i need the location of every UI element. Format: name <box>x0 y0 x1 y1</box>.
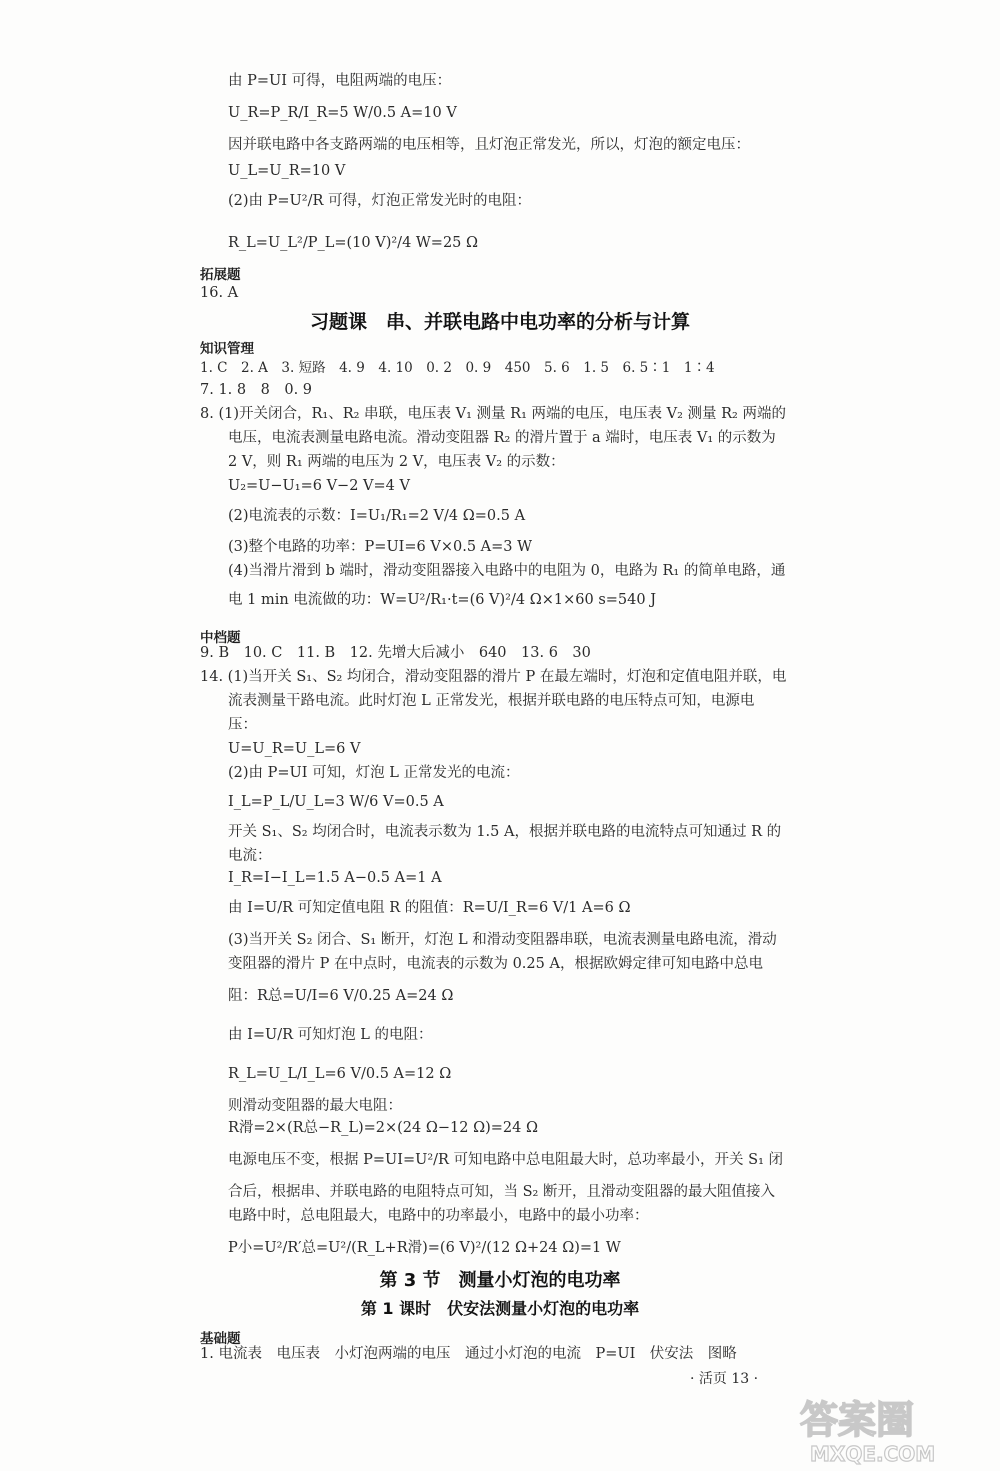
page-number: · 活页 13 · <box>690 1371 759 1387</box>
text-line: (4)当滑片滑到 b 端时，滑动变阻器接入电路中的电阻为 0，电路为 R₁ 的简单电路，通 <box>228 563 786 579</box>
formula-line: U=U_R=U_L=6 V <box>228 741 361 757</box>
period-title: 第 1 课时 伏安法测量小灯泡的电功率 <box>360 1299 640 1318</box>
text-line: 电流： <box>228 848 272 864</box>
text-line: 电路中时，总电阻最大，电路中的功率最小，电路中的最小功率： <box>228 1208 649 1224</box>
text-line: 2 V，则 R₁ 两端的电压为 2 V，电压表 V₂ 的示数： <box>228 454 565 470</box>
section-title: 第 3 节 测量小灯泡的电功率 <box>379 1270 621 1291</box>
text-line: 合后，根据串、并联电路的电阻特点可知，当 S₂ 断开，且滑动变阻器的最大阻值接入 <box>228 1184 775 1200</box>
text-line: (2)由 P=UI 可知，灯泡 L 正常发光的电流： <box>228 765 520 781</box>
watermark-logo <box>790 1385 990 1465</box>
watermark-url: MXQE.COM <box>810 1442 936 1465</box>
text-line: 开关 S₁、S₂ 均闭合时，电流表示数为 1.5 A，根据并联电路的电流特点可知通过 R 的 <box>228 824 782 840</box>
text-line: 电压，电流表测量电路电流。滑动变阻器 R₂ 的滑片置于 a 端时，电压表 V₁ 的示数为 <box>228 430 776 446</box>
watermark-logo-text: 答案圈 <box>800 1398 915 1442</box>
text-line: 变阻器的滑片 P 在中点时，电流表的示数为 0.25 A，根据欧姆定律可知电路中总电 <box>228 956 763 972</box>
text-line: 电源电压不变，根据 P=UI=U²/R 可知电路中总电阻最大时，总功率最小，开关 S₁ 闭 <box>228 1152 784 1168</box>
section-heading-jichu: 基础题 <box>200 1331 241 1347</box>
answer-line: 9. B 10. C 11. B 12. 先增大后减小 640 13. 6 30 <box>200 645 591 661</box>
formula-line: R_L=U_L/I_L=6 V/0.5 A=12 Ω <box>228 1066 452 1082</box>
section-heading-tuozhan: 拓展题 <box>200 267 241 283</box>
formula-line: U_L=U_R=10 V <box>228 163 346 179</box>
formula-line: 由 I=U/R 可知定值电阻 R 的阻值：R=U/I_R=6 V/1 A=6 Ω <box>228 900 631 916</box>
text-line: 流表测量干路电流。此时灯泡 L 正常发光，根据并联电路的电压特点可知，电源电 <box>228 693 755 709</box>
answer-line: 7. 1. 8 8 0. 9 <box>200 382 313 398</box>
section-heading-zhishi: 知识管理 <box>200 341 254 357</box>
formula-line: R滑=2×(R总−R_L)=2×(24 Ω−12 Ω)=24 Ω <box>228 1120 539 1136</box>
formula-line: P小=U²/R′总=U²/(R_L+R滑)=(6 V)²/(12 Ω+24 Ω)=1 W <box>228 1240 621 1256</box>
formula-line: I_R=I−I_L=1.5 A−0.5 A=1 A <box>228 870 442 886</box>
text-line: 由 P=UI 可得，电阻两端的电压： <box>228 73 452 89</box>
formula-line: U₂=U−U₁=6 V−2 V=4 V <box>228 478 410 494</box>
text-line: 由 I=U/R 可知灯泡 L 的电阻： <box>228 1027 433 1043</box>
text-line: (3)整个电路的功率：P=UI=6 V×0.5 A=3 W <box>228 539 533 555</box>
formula-line: R_L=U_L²/P_L=(10 V)²/4 W=25 Ω <box>228 235 479 251</box>
lesson-title: 习题课 串、并联电路中电功率的分析与计算 <box>309 311 690 333</box>
text-line: 压： <box>228 717 257 733</box>
formula-line: (2)电流表的示数：I=U₁/R₁=2 V/4 Ω=0.5 A <box>228 508 526 524</box>
formula-line: 电 1 min 电流做的功：W=U²/R₁·t=(6 V)²/4 Ω×1×60 s=540 J <box>228 592 657 608</box>
text-line: (2)由 P=U²/R 可得，灯泡正常发光时的电阻： <box>228 193 531 209</box>
text-line: 因并联电路中各支路两端的电压相等，且灯泡正常发光，所以，灯泡的额定电压： <box>228 137 750 153</box>
formula-line: 阻：R总=U/I=6 V/0.25 A=24 Ω <box>228 988 454 1004</box>
answer-line: 14. (1)当开关 S₁、S₂ 均闭合，滑动变阻器的滑片 P 在最左端时，灯泡和定值电阻并联，电 <box>200 669 787 685</box>
formula-line: I_L=P_L/U_L=3 W/6 V=0.5 A <box>228 794 444 810</box>
text-line: 则滑动变阻器的最大电阻： <box>228 1098 402 1114</box>
formula-line: U_R=P_R/I_R=5 W/0.5 A=10 V <box>228 105 457 121</box>
text-line: (3)当开关 S₂ 闭合、S₁ 断开，灯泡 L 和滑动变阻器串联，电流表测量电路电流，滑动 <box>228 932 777 948</box>
answer-line: 1. 电流表 电压表 小灯泡两端的电压 通过小灯泡的电流 P=UI 伏安法 图略 <box>200 1346 737 1362</box>
answer-line: 1. C 2. A 3. 短路 4. 9 4. 10 0. 2 0. 9 450 5. 6 1. 5 6. 5∶1 1∶4 <box>200 360 715 376</box>
section-heading-zhongdang: 中档题 <box>200 630 241 646</box>
answer-line: 16. A <box>200 285 239 301</box>
answer-line: 8. (1)开关闭合，R₁、R₂ 串联，电压表 V₁ 测量 R₁ 两端的电压，电压表 V₂ 测量 R₂ 两端的 <box>200 406 786 422</box>
